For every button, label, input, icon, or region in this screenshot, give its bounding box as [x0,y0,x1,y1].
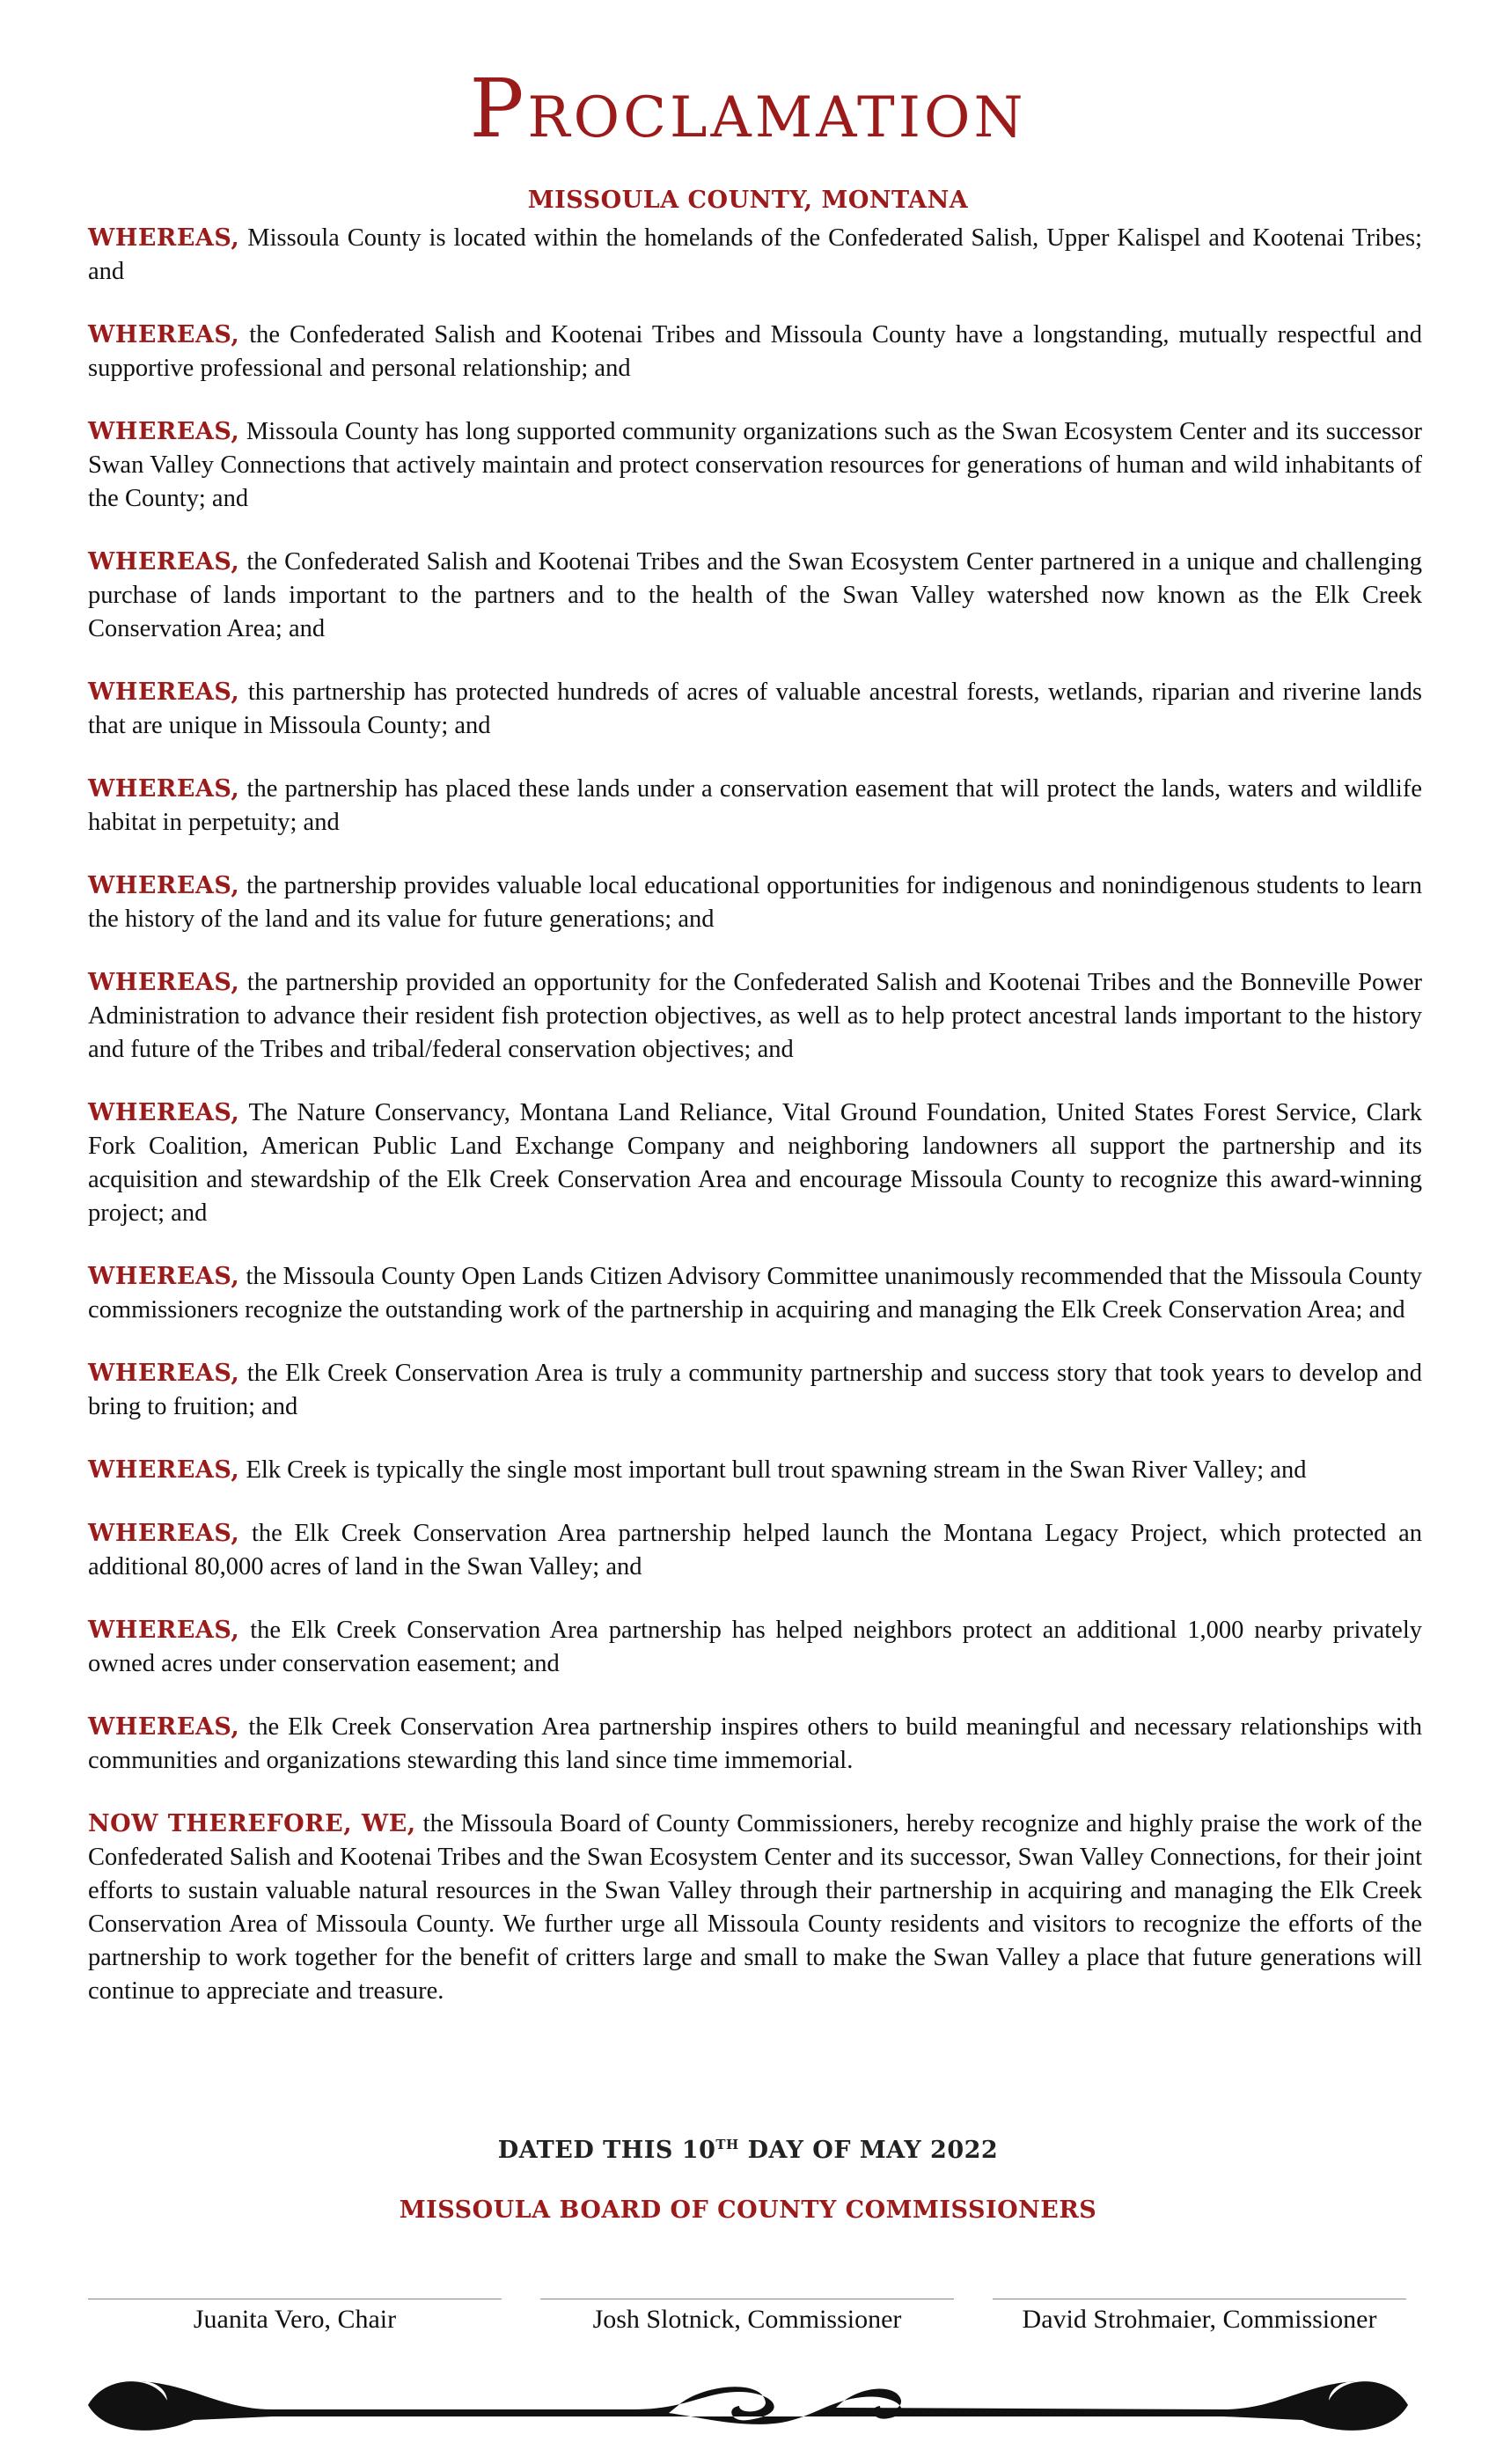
clause [88,966,1422,1067]
signatory-name: Josh Slotnick, Commissioner [592,2305,902,2334]
dated-prefix: DATED THIS 10 [497,2137,716,2164]
resolution-lead: NOW THEREFORE, WE, [88,1810,416,1837]
clause-text: the partnership has placed these lands under a conservation easement that will protect the lands, waters and wildlife habitat in perpetuity; and [88,775,1422,836]
clause-lead: WHEREAS, [88,872,240,899]
clause-text: the Missoula County Open Lands Citizen Advisory Committee unanimously recommended that the Missoula County commissioners recognize the outstanding work of the partnership in acquiring and managing the Elk Creek Conservation Area; and [88,1263,1422,1324]
clause [88,773,1422,840]
clause-text: the Elk Creek Conservation Area partnership has helped neighbors protect an additional 1,000 nearby privately owned acres under conservation easement; and [88,1617,1422,1677]
clause [88,1357,1422,1424]
clause-lead: WHEREAS, [88,548,240,576]
clause [88,1454,1422,1487]
clause-text: the Elk Creek Conservation Area partnership inspires others to build meaningful and necessary relationships with communities and organizations stewarding this land since time immemorial. [88,1713,1422,1774]
clause-lead: WHEREAS, [88,1713,240,1741]
clause-lead: WHEREAS, [88,969,240,996]
clause-text: The Nature Conservancy, Montana Land Reliance, Vital Ground Foundation, United States Forest Service, Clark Fork Coalition, American Public Land Exchange Company and neighboring landowners all support the partnership and its acquisition and stewardship of the Elk Creek Conservation Area and encourage Missoula County to recognize this award-winning project; and [88,1099,1422,1227]
clause-text: Elk Creek is typically the single most important bull trout spawning stream in the Swan River Valley; and [239,1456,1307,1484]
clause-lead: WHEREAS, [88,775,240,803]
resolution-text: the Missoula Board of County Commissioners, hereby recognize and highly praise the work of the Confederated Salish and Kootenai Tribes and the Swan Ecosystem Center and its successor, Swan Valley Connections, for their joint efforts to sustain valuable natural resources in the Swan Valley through their partnership in acquiring and managing the Elk Creek Conservation Area of Missoula County. We further urge all Missoula County residents and visitors to recognize the efforts of the partnership to work together for the benefit of critters large and small to make the Swan Valley a place that future generations will continue to appreciate and treasure. [88,1810,1422,2005]
signature-block [540,2299,954,2335]
clause-lead: WHEREAS, [88,224,240,252]
signature-block [993,2299,1406,2335]
signature-block [88,2299,502,2335]
signatory-name: Juanita Vero, Chair [193,2305,397,2334]
clause [88,1096,1422,1230]
clause-text: Missoula County is located within the homelands of the Confederated Salish, Upper Kalispel and Kootenai Tribes; and [88,224,1422,285]
clause [88,676,1422,743]
clause-lead: WHEREAS, [88,1360,240,1387]
clause-text: the Elk Creek Conservation Area is truly a community partnership and success story that took years to develop and bring to fruition; and [88,1360,1422,1420]
signatory-name: David Strohmaier, Commissioner [1022,2305,1377,2334]
clause [88,319,1422,385]
board-title: MISSOULA BOARD OF COUNTY COMMISSIONERS [399,2196,1097,2224]
clause [88,415,1422,516]
clause-text: the partnership provides valuable local educational opportunities for indigenous and nonindigenous students to learn the history of the land and its value for future generations; and [88,872,1422,933]
dated-sup: TH [715,2137,739,2152]
clause [88,1614,1422,1681]
dated-suffix: DAY OF MAY 2022 [738,2137,999,2164]
resolution-clause [88,1808,1422,2008]
clause-text: the Confederated Salish and Kootenai Tribes and Missoula County have a longstanding, mutually respectful and supportive professional and personal relationship; and [88,321,1422,382]
clause [88,546,1422,646]
clause-lead: WHEREAS, [88,321,240,348]
clause-lead: WHEREAS, [88,1520,240,1547]
proclamation-body [88,222,1422,2038]
clause [88,1260,1422,1327]
clause-lead: WHEREAS, [88,1617,240,1644]
scroll-ornament [70,2365,1426,2445]
clause [88,222,1422,289]
clause-text: Missoula County has long supported community organizations such as the Swan Ecosystem Center and its successor Swan Valley Connections that actively maintain and protect conservation resources for generations of human and wild inhabitants of the County; and [88,418,1422,512]
dated-line [0,2137,1496,2164]
page-subtitle: MISSOULA COUNTY, MONTANA [527,187,969,214]
clause-lead: WHEREAS, [88,1099,240,1126]
clause-lead: WHEREAS, [88,678,240,706]
clause-lead: WHEREAS, [88,1456,240,1484]
page-title: Proclamation [469,62,1027,156]
clause-lead: WHEREAS, [88,418,240,445]
clause-text: the Confederated Salish and Kootenai Tribes and the Swan Ecosystem Center partnered in a unique and challenging purchase of lands important to the partners and to the health of the Swan Valley watershed now known as the Elk Creek Conservation Area; and [88,548,1422,642]
clause [88,1711,1422,1778]
clause-lead: WHEREAS, [88,1263,240,1290]
clause-text: the Elk Creek Conservation Area partnership helped launch the Montana Legacy Project, which protected an additional 80,000 acres of land in the Swan Valley; and [88,1520,1422,1580]
clause-text: this partnership has protected hundreds of acres of valuable ancestral forests, wetlands, riparian and riverine lands that are unique in Missoula County; and [88,678,1422,739]
clause [88,869,1422,936]
clause-text: the partnership provided an opportunity for the Confederated Salish and Kootenai Tribes and the Bonneville Power Administration to advance their resident fish protection objectives, as well as to help protect ancestral lands important to the history and future of the Tribes and tribal/federal conservation objectives; and [88,969,1422,1063]
clause [88,1517,1422,1584]
